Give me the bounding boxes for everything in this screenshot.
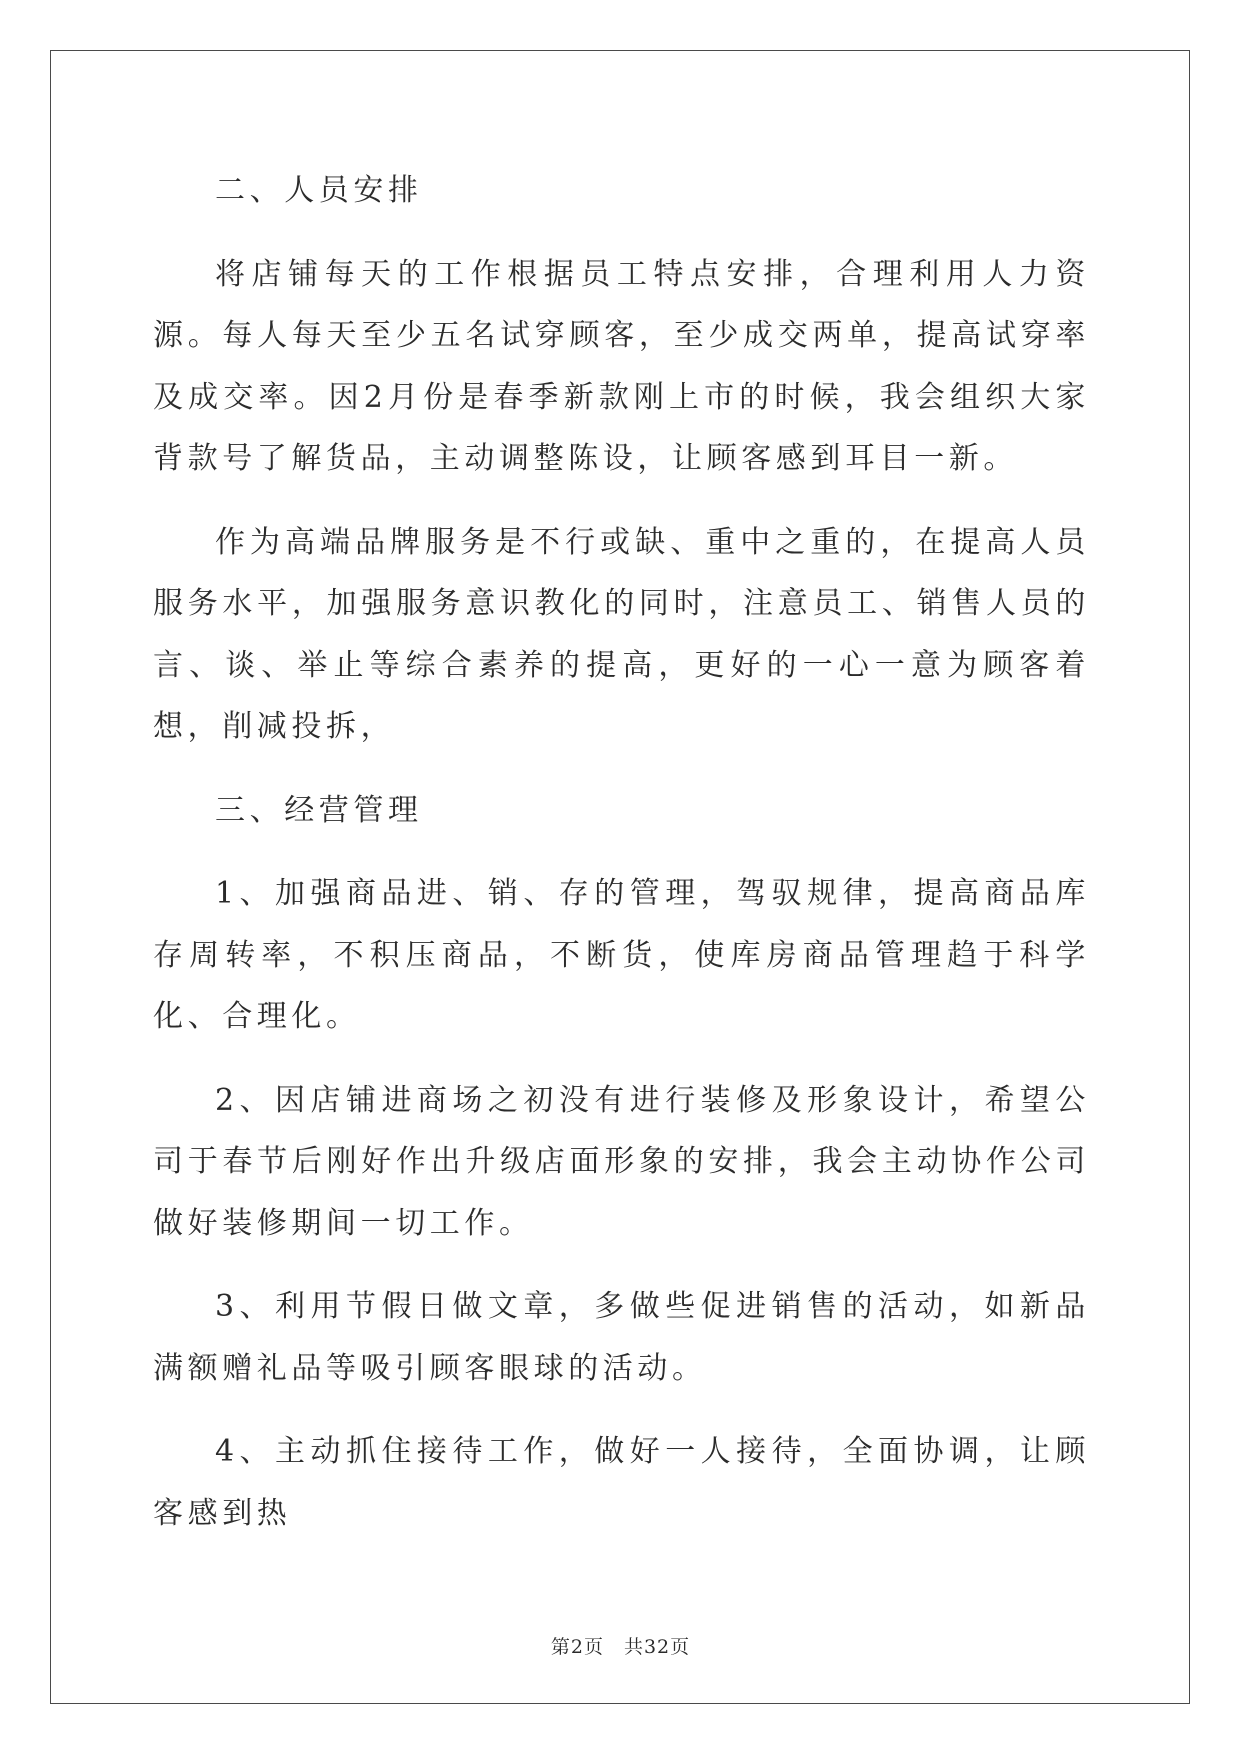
list-item-holiday-promotion: 3、利用节假日做文章，多做些促进销售的活动，如新品满额赠礼品等吸引顾客眼球的活动。: [153, 1289, 1090, 1386]
list-item-store-renovation: 2、因店铺进商场之初没有进行装修及形象设计，希望公司于春节后刚好作出升级店面形象的安排，我会主动协作公司做好装修期间一切工作。: [153, 1082, 1090, 1241]
paragraph-gap: [153, 841, 1090, 863]
paragraph-staff-arrangement: 将店铺每天的工作根据员工特点安排，合理利用人力资源。每人每天至少五名试穿顾客，至少成交两单，提高试穿率及成交率。因2月份是春季新款刚上市的时候，我会组织大家背款号了解货品，主动调整陈设，让顾客感到耳目一新。: [153, 256, 1090, 476]
document-body: [153, 160, 1090, 1544]
paragraph-gap: [153, 1048, 1090, 1070]
paragraph-gap: [153, 1399, 1090, 1421]
paragraph-gap: [153, 1254, 1090, 1276]
list-item-inventory: 1、加强商品进、销、存的管理，驾驭规律，提高商品库存周转率，不积压商品，不断货，使库房商品管理趋于科学化、合理化。: [153, 876, 1090, 1034]
list-item-reception: 4、主动抓住接待工作，做好一人接待，全面协调，让顾客感到热: [153, 1434, 1090, 1531]
paragraph-service-quality: 作为高端品牌服务是不行或缺、重中之重的，在提高人员服务水平，加强服务意识教化的同时，注意员工、销售人员的言、谈、举止等综合素养的提高，更好的一心一意为顾客着想，削减投拆，: [153, 524, 1090, 744]
paragraph-gap: [153, 222, 1090, 244]
page-number-footer: 第2页 共32页: [550, 1636, 691, 1658]
paragraph-gap: [153, 758, 1090, 780]
paragraph-gap: [153, 490, 1090, 512]
section-heading-personnel: 二、人员安排: [215, 173, 423, 208]
section-heading-management: 三、经营管理: [215, 792, 423, 828]
